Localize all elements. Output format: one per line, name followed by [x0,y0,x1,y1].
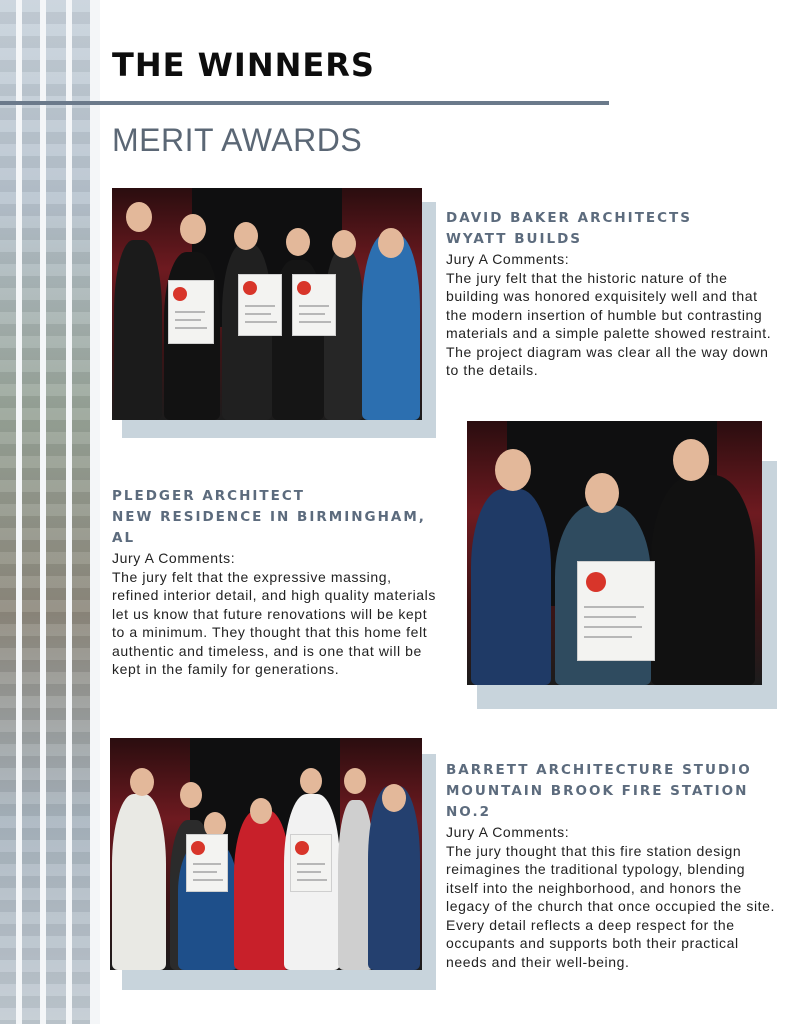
group-photo [467,421,762,685]
jury-label: Jury A Comments: [446,824,570,840]
winner-project: WYATT BUILDS [446,231,583,247]
group-photo [110,738,422,970]
white-stripe [90,0,100,1024]
award-certificate [238,274,282,336]
winner-firm: DAVID BAKER ARCHITECTS [446,210,692,226]
jury-label: Jury A Comments: [446,251,570,267]
winner-photo-3 [110,738,436,992]
white-stripe [40,0,46,1024]
winner-project: NEW RESIDENCE IN BIRMINGHAM, AL [112,509,426,546]
winner-block-2 [112,486,442,679]
jury-label: Jury A Comments: [112,550,236,566]
award-certificate [186,834,228,892]
jury-comment: The jury thought that this fire station design reimagines the traditional typology, blending itself into the neighborhood, and honors the legacy of the church that once occupied the site. Every detail reflects a deep respect for the occupants and supports both their practical needs and their well-being. [446,842,776,970]
decorative-side-image [0,0,100,1024]
white-stripe [16,0,22,1024]
winner-project: MOUNTAIN BROOK FIRE STATION NO.2 [446,783,749,820]
winner-firm: BARRETT ARCHITECTURE STUDIO [446,762,752,778]
heading-divider [0,101,609,105]
winner-block-1 [446,208,776,380]
group-photo [112,188,422,420]
winner-firm: PLEDGER ARCHITECT [112,488,305,504]
winner-block-3 [446,760,776,971]
winner-photo-1 [112,188,436,440]
white-stripe [66,0,72,1024]
jury-comment: The jury felt that the expressive massing, refined interior detail, and high quality materials let us know that future renovations will be kept to a minimum. They thought that this home felt authentic and timeless, and is one that will be kept in the family for generations. [112,568,436,677]
award-certificate [168,280,214,344]
winner-photo-2 [467,421,777,711]
section-subheading: MERIT AWARDS [112,122,363,158]
award-certificate [577,561,655,661]
award-certificate [292,274,336,336]
award-certificate [290,834,332,892]
page-heading: THE WINNERS [112,46,375,84]
jury-comment: The jury felt that the historic nature of the building was honored exquisitely well and that the modern insertion of humble but contrasting materials and a simple palette showed restraint. The project diagram was clear all the way down to the details. [446,269,772,378]
